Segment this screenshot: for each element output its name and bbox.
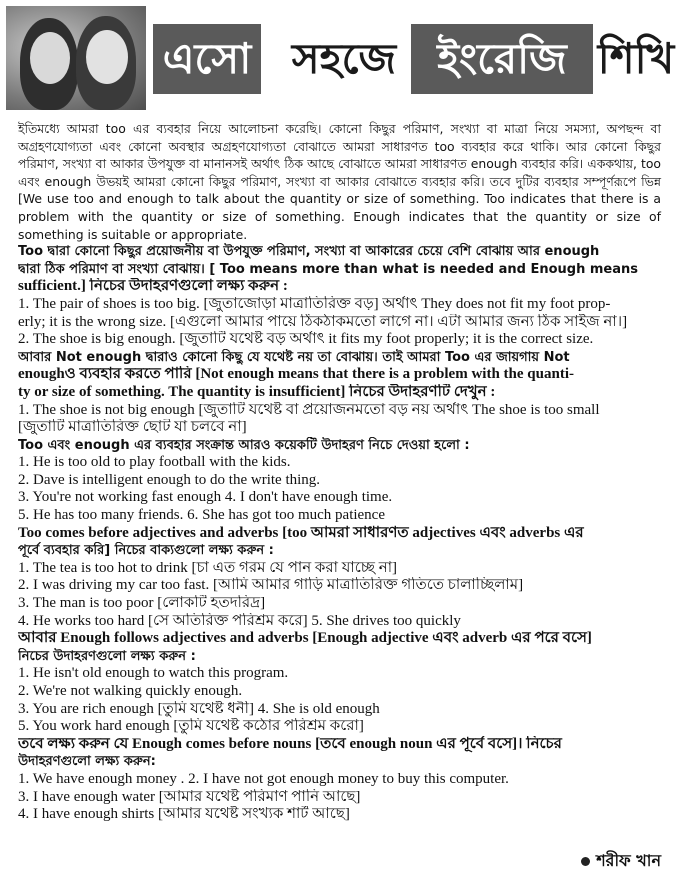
text-line: 1. He is too old to play football with the kids. bbox=[18, 454, 291, 471]
text-line: নিচের উদাহরণগুলো লক্ষ্য করুন : bbox=[18, 648, 196, 664]
text-line: 5. You work hard enough [তুমি যথেষ্ট কঠোর পরিশ্রম করো] bbox=[18, 718, 364, 735]
text-line: 4. I have enough shirts [আমার যথেষ্ট সংখ্যক শার্ট আছে] bbox=[18, 806, 350, 823]
text-line: পূর্বে ব্যবহার করি] নিচের বাক্যগুলো লক্ষ্য করুন : bbox=[18, 543, 274, 559]
title-word-1: এসো bbox=[153, 24, 261, 94]
text-line: 3. The man is too poor [লোকটি হতদরিদ্র] bbox=[18, 595, 266, 612]
text-line: 3. You're not working fast enough 4. I don't have enough time. bbox=[18, 489, 393, 506]
text-line: ty or size of something. The quantity is insufficient] নিচের উদাহরণটি দেখুন : bbox=[18, 383, 496, 400]
text-line: আবার Enough follows adjectives and adverbs [Enough adjective এবং adverb এর পরে বসে] bbox=[18, 630, 592, 647]
title-word-2: সহজে bbox=[273, 24, 415, 94]
title-word-4: শিখি bbox=[597, 24, 675, 94]
text-line: 5. He has too many friends. 6. She has got too much patience bbox=[18, 507, 386, 524]
text-line: 1. We have enough money . 2. I have not got enough money to buy this computer. bbox=[18, 770, 509, 787]
text-line: দ্বারা ঠিক পরিমাণ বা সংখ্যা বোঝায়। [ Too means more than what is needed and Enough means bbox=[18, 261, 638, 277]
text-line: আবার Not enough দ্বারাও কোনো কিছু যে যথেষ্ট নয় তা বোঝায়। তাই আমরা Too এর জায়গায় Not bbox=[18, 349, 570, 365]
text-line: [জুতাটি মাত্রাতিরিক্ত ছোট যা চলবে না] bbox=[18, 419, 247, 436]
text-line: 1. He isn't old enough to watch this program. bbox=[18, 665, 289, 682]
text-line: 1. The pair of shoes is too big. [জুতাজোড়া মাত্রাতিরিক্ত বড়] অর্থাৎ They does not fit my foot prop- bbox=[18, 295, 611, 312]
text-line: 1. The shoe is not big enough [জুতাটি যথেষ্ট বা প্রয়োজনমতো বড় নয় অর্থাৎ The shoe is too small bbox=[18, 401, 600, 418]
text-line: Too এবং enough এর ব্যবহার সংক্রান্ত আরও কয়েকটি উদাহরণ নিচে দেওয়া হলো : bbox=[18, 437, 470, 453]
bullet-dot-icon bbox=[581, 857, 590, 866]
title-word-3: ইংরেজি bbox=[411, 24, 593, 94]
text-line: Too comes before adjectives and adverbs [too আমরা সাধারণত adjectives এবং adverbs এর bbox=[18, 524, 584, 541]
author-byline bbox=[581, 848, 661, 875]
text-line: 2. We're not walking quickly enough. bbox=[18, 683, 243, 699]
text-line: 2. The shoe is big enough. [জুতাটি যথেষ্ট বড় অর্থাৎ it fits my foot properly; it is the correct size. bbox=[18, 331, 594, 348]
header-photo bbox=[6, 6, 146, 110]
text-line: erly; it is the wrong size. [এগুলো আমার পায়ে ঠিকঠাকমতো লাগে না। এটা আমার জন্য ঠিক সাইজ না।] bbox=[18, 313, 628, 330]
text-line: enoughও ব্যবহার করতে পারি [Not enough means that there is a problem with the quanti- bbox=[18, 366, 574, 383]
author-name: শরীফ খান bbox=[596, 851, 661, 870]
text-line: 3. You are rich enough [তুমি যথেষ্ট ধনী] 4. She is old enough bbox=[18, 700, 380, 717]
text-line: sufficient.] নিচের উদাহরণগুলো লক্ষ্য করুন : bbox=[18, 278, 288, 295]
text-line: 2. Dave is intelligent enough to do the write thing. bbox=[18, 471, 321, 488]
article-body bbox=[18, 120, 661, 824]
text-line: তবে লক্ষ্য করুন যে Enough comes before nouns [তবে enough noun এর পূর্বে বসে]। নিচের bbox=[18, 735, 562, 752]
text-line: 1. The tea is too hot to drink [চা এত গরম যে পান করা যাচ্ছে না] bbox=[18, 559, 398, 576]
page-title bbox=[153, 24, 675, 94]
text-line: উদাহরণগুলো লক্ষ্য করুন: bbox=[18, 754, 156, 770]
text-line: 4. He works too hard [সে অতিরিক্ত পরিশ্রম করে] 5. She drives too quickly bbox=[18, 612, 461, 629]
text-line: Too দ্বারা কোনো কিছুর প্রয়োজনীয় বা উপযুক্ত পরিমাণ, সংখ্যা বা আকারের চেয়ে বেশি বোঝায় আর enough bbox=[18, 244, 600, 260]
text-line: 3. I have enough water [আমার যথেষ্ট পরিমাণ পানি আছে] bbox=[18, 788, 361, 805]
text-line: 2. I was driving my car too fast. [আমি আমার গাড়ি মাত্রাতিরিক্ত গতিতে চালাচ্ছিলাম] bbox=[18, 577, 524, 594]
intro-paragraph: ইতিমধ্যে আমরা too এর ব্যবহার নিয়ে আলোচনা করেছি। কোনো কিছুর পরিমাণ, সংখ্যা বা মাত্রা নিয়ে সমস্যা, অপছন্দ বা অগ্রহণযোগ্যতা এবং কোনো অবস্থার অগ্রহণযোগ্যতা বোঝাতে আমরা সাধারণত too ব্যবহার করে থাকি। আর কোনো কিছুর পরিমাণ, সংখ্যা বা আকার উপযুক্ত বা মানানসই অর্থাৎ ঠিক আছে বোঝাতে আমরা সাধারণত enough ব্যবহার করি। এককথায়, too এবং enough উভয়ই আমরা কোনো কিছুর পরিমাণ, সংখ্যা বা আকার বোঝাতে ব্যবহার করি। তবে দুটির ব্যবহার সম্পূর্ণরূপে ভিন্ন [We use too and enough to talk about the quantity or size of something. Too indicates that there is a problem with the quantity or size of something. Enough indicates that the quantity or size of something is suitable or appropriate. bbox=[18, 121, 661, 242]
